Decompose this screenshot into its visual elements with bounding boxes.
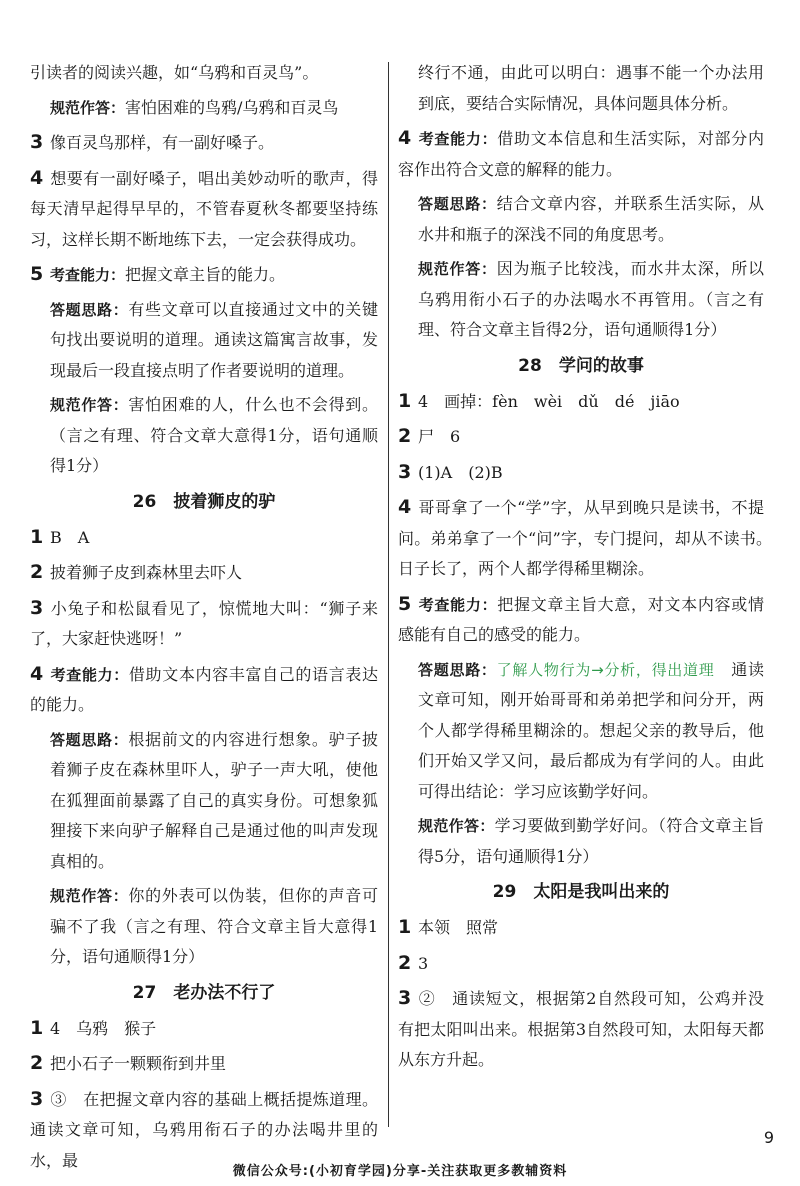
question-number: 3	[398, 460, 412, 483]
question-number: 2	[398, 951, 412, 974]
section-title-26: 26 披着狮皮的驴	[132, 491, 276, 512]
question-3	[398, 457, 764, 489]
answer-text: ② 通读短文，根据第2自然段可知，公鸡并没有把太阳叫出来。根据第3自然段可知，太阳每天都从东方升起。	[398, 989, 764, 1069]
question-5	[30, 259, 378, 291]
answer-text: 把小石子一颗颗衔到井里	[50, 1054, 227, 1073]
ability-label: 考查能力：	[50, 266, 126, 284]
answer-text: ③ 在把握文章内容的基础上概括提炼道理。通读文章可知，乌鸦用衔石子的办法喝井里的水，最	[30, 1089, 378, 1170]
answer-text: 结合文章内容，并联系生活实际，从水井和瓶子的深浅不同的角度思考。	[418, 194, 764, 244]
answer-text: 把握文章主旨的能力。	[125, 265, 286, 284]
left-column	[30, 58, 378, 1180]
answer-text: 借助文本信息和生活实际，对部分内容作出符合文意的解释的能力。	[398, 129, 764, 179]
thinking-label: 答题思路：	[50, 300, 129, 319]
section-title-28: 28 学问的故事	[518, 355, 644, 376]
answer-text: 借助文本内容丰富自己的语言表达的能力。	[30, 664, 378, 714]
answer-line	[30, 93, 378, 124]
answer-text: 披着狮子皮到森林里去吓人	[50, 563, 243, 582]
thinking-line	[30, 295, 378, 387]
thinking-line	[398, 189, 764, 250]
question-2	[30, 1048, 378, 1080]
answer-text: 学习要做到勤学好问。（符合文章主旨得5分，语句通顺得1分）	[418, 816, 764, 866]
question-number: 1	[398, 389, 412, 412]
answer-text: 因为瓶子比较浅，而水井太深，所以乌鸦用衔小石子的办法喝水不再管用。（言之有理、符合文章主旨得2分，语句通顺得1分）	[418, 259, 764, 339]
question-4	[30, 659, 378, 721]
page-number: 9	[763, 1128, 774, 1147]
answer-label: 规范作答：	[50, 887, 129, 905]
question-3	[30, 593, 378, 655]
answer-text: 害怕困难的人，什么也不会得到。（言之有理、符合文章大意得1分，语句通顺得1分）	[50, 395, 378, 475]
answer-text: 小兔子和松鼠看见了，惊慌地大叫：“狮子来了，大家赶快逃呀！”	[30, 598, 378, 648]
question-number: 3	[30, 1087, 44, 1110]
question-number: 5	[398, 592, 412, 615]
answer-label: 规范作答：	[50, 98, 126, 117]
question-number: 5	[30, 263, 44, 285]
answer-text: 像百灵鸟那样，有一副好嗓子。	[50, 133, 275, 152]
answer-line	[398, 254, 764, 346]
question-number: 3	[30, 131, 44, 153]
question-number: 1	[30, 525, 44, 548]
question-1	[398, 386, 764, 418]
thinking-label: 答题思路：	[418, 660, 497, 679]
section-title-27: 27 老办法不行了	[132, 982, 276, 1003]
question-number: 3	[398, 987, 412, 1009]
answer-line	[30, 881, 378, 973]
footer-text: 微信公众号:(小初育学园)分享-关注获取更多教辅资料	[232, 1164, 568, 1179]
question-2	[30, 557, 378, 589]
column-divider	[388, 62, 389, 1127]
answer-text: 3	[418, 953, 429, 973]
answer-text: 害怕困难的鸟鸦/乌鸦和百灵鸟	[125, 97, 339, 117]
answer-text: 哥哥拿了一个“学”字，从早到晚只是读书，不提问。弟弟拿了一个“问”字，专门提问，却从不读书。 日子长了，两个人都学得稀里糊涂。	[398, 498, 781, 578]
answer-text: 有些文章可以直接通过文中的关键句找出要说明的道理。通读这篇寓言故事，发现最后一段直接点明了作者要说明的道理。	[50, 299, 378, 380]
question-1	[398, 912, 764, 944]
answer-label: 规范作答：	[418, 817, 495, 835]
question-3	[398, 983, 764, 1076]
question-number: 3	[30, 596, 44, 619]
question-1	[30, 1013, 378, 1045]
question-number: 1	[30, 1016, 44, 1039]
answer-line	[398, 811, 764, 872]
question-4	[398, 492, 781, 585]
answer-text: 本领 照常	[418, 918, 499, 937]
question-number: 2	[30, 1052, 44, 1074]
answer-text: 4 乌鸦 猴子	[50, 1018, 157, 1038]
answer-line	[30, 390, 378, 482]
answer-text: 想要有一副好嗓子，唱出美妙动听的歌声，得每天清早起得早早的，不管春夏秋冬都要坚持练习，这样长期不断地练下去，一定会获得成功。	[30, 168, 378, 249]
answer-label: 规范作答：	[50, 396, 129, 414]
question-number: 4	[30, 662, 44, 685]
question-1	[30, 522, 378, 554]
question-number: 4	[398, 127, 412, 149]
question-number: 4	[398, 496, 412, 518]
ability-label: 考查能力：	[50, 665, 129, 684]
thinking-line	[30, 725, 378, 878]
thinking-label: 答题思路：	[50, 730, 129, 749]
text-line: 引读者的阅读兴趣，如“乌鸦和百灵鸟”。	[30, 63, 319, 82]
answer-text: B A	[50, 527, 90, 547]
question-2	[398, 421, 764, 453]
question-4	[30, 163, 378, 256]
question-number: 1	[398, 916, 412, 938]
ability-label: 考查能力：	[418, 130, 498, 148]
answer-text: 把握文章主旨大意，对文本内容或情感能有自己的感受的能力。	[398, 594, 764, 644]
question-4	[398, 123, 764, 185]
answer-text: (1)A (2)B	[418, 462, 503, 482]
answer-text: 尸 6	[418, 427, 461, 446]
question-3	[30, 127, 378, 159]
answer-label: 规范作答：	[418, 260, 497, 278]
answer-text: 根据前文的内容进行想象。驴子披着狮子皮在森林里吓人，驴子一声大吼，使他在狐狸面前暴露了自己的真实身份。可想象狐狸接下来向驴子解释自己是通过他的叫声发现真相的。	[50, 729, 378, 871]
thinking-line	[398, 655, 764, 808]
right-column	[398, 58, 781, 1080]
highlight-text: 了解人物行为→分析，得出道理	[496, 660, 715, 679]
thinking-label: 答题思路：	[418, 195, 497, 213]
question-number: 2	[30, 561, 44, 583]
answer-text: 通读文章可知，刚开始哥哥和弟弟把学和问分开，两个人都学得稀里糊涂的。想起父亲的教导后，他们开始又学又问，最后都成为有学问的人。由此可得出结论：学习应该勤学好问。	[418, 659, 764, 801]
text-line: 终行不通，由此可以明白：遇事不能一个办法用到底，要结合实际情况，具体问题具体分析。	[418, 63, 764, 113]
question-2	[398, 948, 764, 980]
question-number: 2	[398, 425, 412, 447]
answer-text: 4 画掉：fèn wèi dǔ dé jiāo	[418, 391, 680, 411]
question-5	[398, 589, 764, 651]
answer-text: 你的外表可以伪装，但你的声音可骗不了我（言之有理、符合文章主旨大意得1分，语句通顺得1分）	[50, 886, 378, 966]
section-title-29: 29 太阳是我叫出来的	[492, 882, 670, 902]
ability-label: 考查能力：	[418, 595, 498, 614]
question-number: 4	[30, 166, 44, 189]
